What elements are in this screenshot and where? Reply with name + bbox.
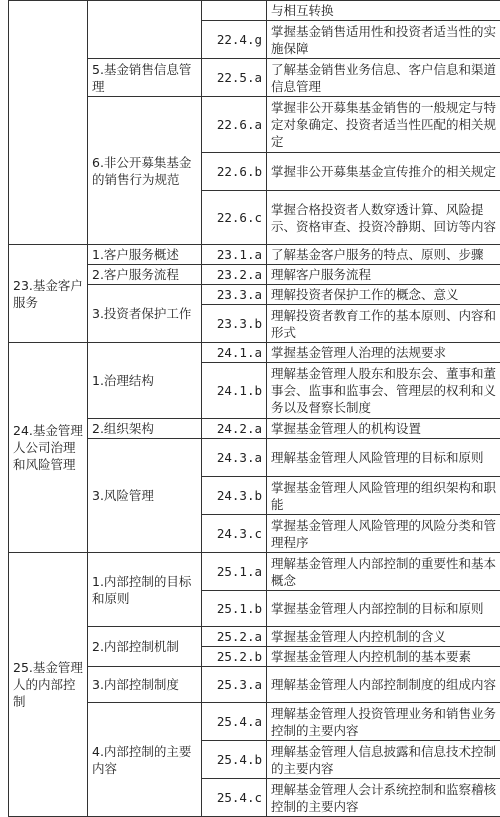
requirement-cell: 掌握非公开募集基金宣传推介的相关规定 (267, 153, 500, 191)
code-cell: 24.1.a (202, 343, 267, 363)
requirement-cell: 理解基金管理人股东和股东会、董事和董事会、监事和监事会、管理层的权利和义务以及督察长制度 (267, 363, 500, 419)
requirement-cell: 了解基金客户服务的特点、原则、步骤 (267, 245, 500, 265)
requirement-cell: 掌握基金管理人内控机制的含义 (267, 627, 500, 647)
code-cell: 22.6.c (202, 191, 267, 245)
requirement-cell: 掌握基金管理人风险管理的风险分类和管理程序 (267, 515, 500, 553)
requirement-cell: 与相互转换 (267, 1, 500, 21)
requirement-cell: 掌握基金管理人治理的法规要求 (267, 343, 500, 363)
code-cell: 24.3.c (202, 515, 267, 553)
table-row (9, 1, 500, 21)
code-cell: 22.4.g (202, 21, 267, 59)
requirement-cell: 理解基金管理人风险管理的目标和原则 (267, 439, 500, 477)
requirement-cell: 理解基金管理人投资管理业务和销售业务控制的主要内容 (267, 703, 500, 741)
requirement-cell: 掌握基金销售适用性和投资者适当性的实施保障 (267, 21, 500, 59)
code-cell: 24.3.b (202, 477, 267, 515)
topic-cell: 1.客户服务概述 (88, 245, 202, 265)
requirement-cell: 掌握非公开募集基金销售的一般规定与特定对象确定、投资者适当性匹配的相关规定 (267, 97, 500, 153)
code-cell: 25.1.b (202, 591, 267, 627)
topic-cell (88, 1, 202, 59)
topic-cell: 2.内部控制机制 (88, 627, 202, 667)
requirement-cell: 理解基金管理人内部控制的重要性和基本概念 (267, 553, 500, 591)
table-row (9, 343, 500, 363)
requirement-cell: 理解基金管理人信息披露和信息技术控制的主要内容 (267, 741, 500, 779)
topic-cell: 3.内部控制制度 (88, 667, 202, 703)
code-cell: 25.4.b (202, 741, 267, 779)
section-cell: 25.基金管理人的内部控制 (9, 553, 88, 817)
code-cell: 23.2.a (202, 265, 267, 285)
syllabus-table (8, 0, 500, 817)
code-cell: 25.3.a (202, 667, 267, 703)
code-cell: 23.3.a (202, 285, 267, 305)
code-cell: 25.4.a (202, 703, 267, 741)
topic-cell: 1.治理结构 (88, 343, 202, 419)
table-row (9, 245, 500, 265)
requirement-cell: 掌握基金管理人的机构设置 (267, 419, 500, 439)
topic-cell: 2.组织架构 (88, 419, 202, 439)
requirement-cell: 掌握基金管理人内控机制的基本要素 (267, 647, 500, 667)
section-cell: 23.基金客户服务 (9, 245, 88, 343)
topic-cell: 4.内部控制的主要内容 (88, 703, 202, 817)
requirement-cell: 掌握基金管理人内部控制的目标和原则 (267, 591, 500, 627)
requirement-cell: 理解基金管理人会计系统控制和监察稽核控制的主要内容 (267, 779, 500, 817)
code-cell: 25.2.a (202, 627, 267, 647)
section-cell: 24.基金管理人公司治理和风险管理 (9, 343, 88, 553)
code-cell: 22.5.a (202, 59, 267, 97)
code-cell: 22.6.b (202, 153, 267, 191)
topic-cell: 3.风险管理 (88, 439, 202, 553)
requirement-cell: 理解基金管理人内部控制制度的组成内容 (267, 667, 500, 703)
topic-cell: 5.基金销售信息管理 (88, 59, 202, 97)
code-cell: 24.3.a (202, 439, 267, 477)
code-cell: 25.2.b (202, 647, 267, 667)
requirement-cell: 理解投资者教育工作的基本原则、内容和形式 (267, 305, 500, 343)
code-cell: 25.4.c (202, 779, 267, 817)
code-cell: 25.1.a (202, 553, 267, 591)
code-cell: 22.6.a (202, 97, 267, 153)
requirement-cell: 理解投资者保护工作的概念、意义 (267, 285, 500, 305)
code-cell (202, 1, 267, 21)
requirement-cell: 了解基金销售业务信息、客户信息和渠道信息管理 (267, 59, 500, 97)
topic-cell: 6.非公开募集基金的销售行为规范 (88, 97, 202, 245)
code-cell: 23.3.b (202, 305, 267, 343)
section-cell (9, 1, 88, 245)
topic-cell: 2.客户服务流程 (88, 265, 202, 285)
code-cell: 23.1.a (202, 245, 267, 265)
table-row (9, 553, 500, 591)
topic-cell: 3.投资者保护工作 (88, 285, 202, 343)
topic-cell: 1.内部控制的目标和原则 (88, 553, 202, 627)
code-cell: 24.1.b (202, 363, 267, 419)
requirement-cell: 掌握合格投资者人数穿透计算、风险提示、资格审查、投资冷静期、回访等内容 (267, 191, 500, 245)
code-cell: 24.2.a (202, 419, 267, 439)
requirement-cell: 掌握基金管理人风险管理的组织架构和职能 (267, 477, 500, 515)
requirement-cell: 理解客户服务流程 (267, 265, 500, 285)
